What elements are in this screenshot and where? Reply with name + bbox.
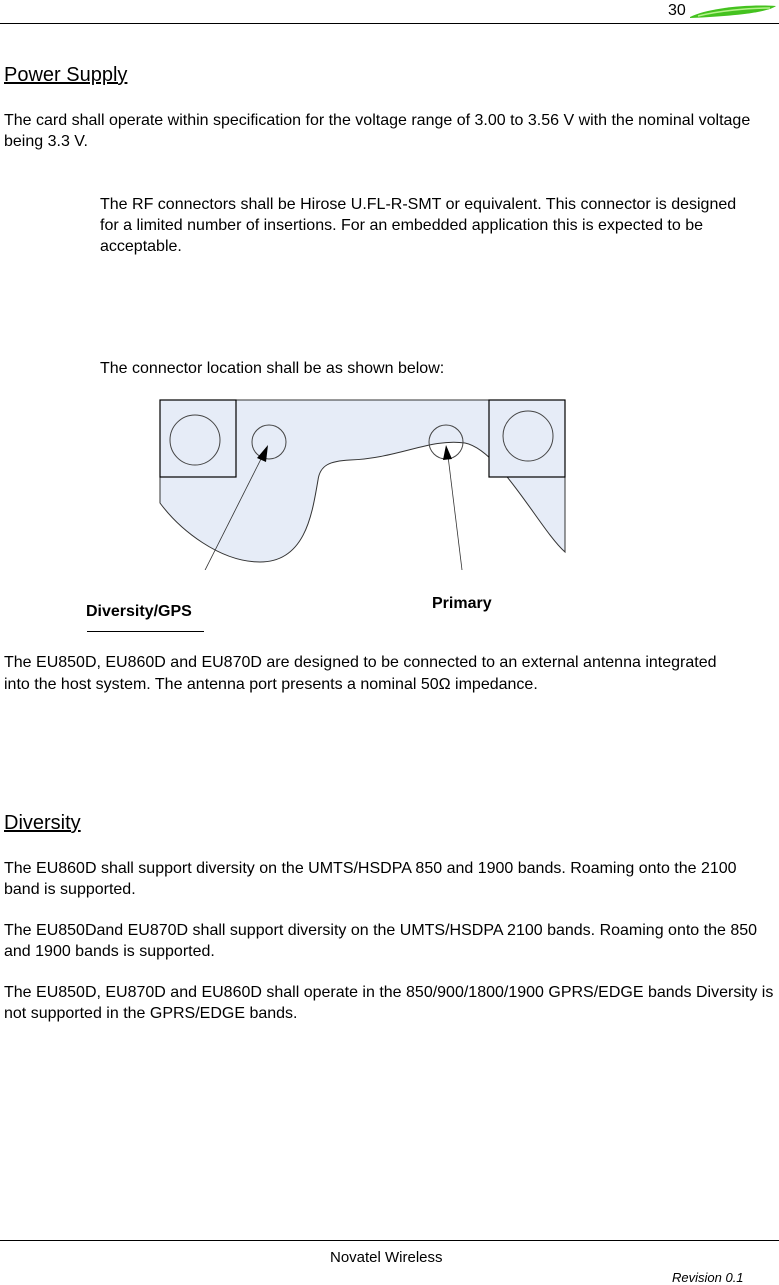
rf-connector-paragraph: The RF connectors shall be Hirose U.FL-R-SMT or equivalent. This connector is designed for a limited number of insertions. For an embedded application this is expected to be acceptable. <box>100 196 737 255</box>
section-title-diversity: Diversity <box>4 812 81 834</box>
diversity-gps-label: Diversity/GPS <box>86 603 192 620</box>
power-supply-paragraph: The card shall operate within specification for the voltage range of 3.00 to 3.56 V with the nominal voltage being 3.3 V. <box>4 112 751 150</box>
connector-location-paragraph: The connector location shall be as shown below: <box>100 360 445 377</box>
diversity-label-underline <box>87 631 204 632</box>
left-mount-square <box>160 400 236 477</box>
connector-location-diagram <box>150 390 580 570</box>
antenna-paragraph: The EU850D, EU860D and EU870D are designed to be connected to an external antenna integrated into the host system. The antenna port presents a nominal 50Ω impedance. <box>4 654 717 693</box>
diversity-paragraph-3: The EU850D, EU870D and EU860D shall operate in the 850/900/1800/1900 GPRS/EDGE bands Diversity is not supported in the GPRS/EDGE bands. <box>4 984 774 1022</box>
footer-revision: Revision 0.1 <box>672 1270 744 1285</box>
page-number: 30 <box>668 2 686 19</box>
diversity-paragraph-1: The EU860D shall support diversity on the UMTS/HSDPA 850 and 1900 bands. Roaming onto the 2100 band is supported. <box>4 860 737 898</box>
footer-company: Novatel Wireless <box>330 1249 443 1266</box>
primary-label: Primary <box>432 595 492 612</box>
diversity-paragraph-2: The EU850Dand EU870D shall support diversity on the UMTS/HSDPA 2100 bands. Roaming onto the 850 and 1900 bands is supported. <box>4 922 758 960</box>
right-mount-square <box>489 400 565 477</box>
section-title-power-supply: Power Supply <box>4 64 128 86</box>
footer-rule <box>0 1240 779 1241</box>
header-rule <box>0 23 779 24</box>
novatel-logo-icon <box>688 2 778 22</box>
